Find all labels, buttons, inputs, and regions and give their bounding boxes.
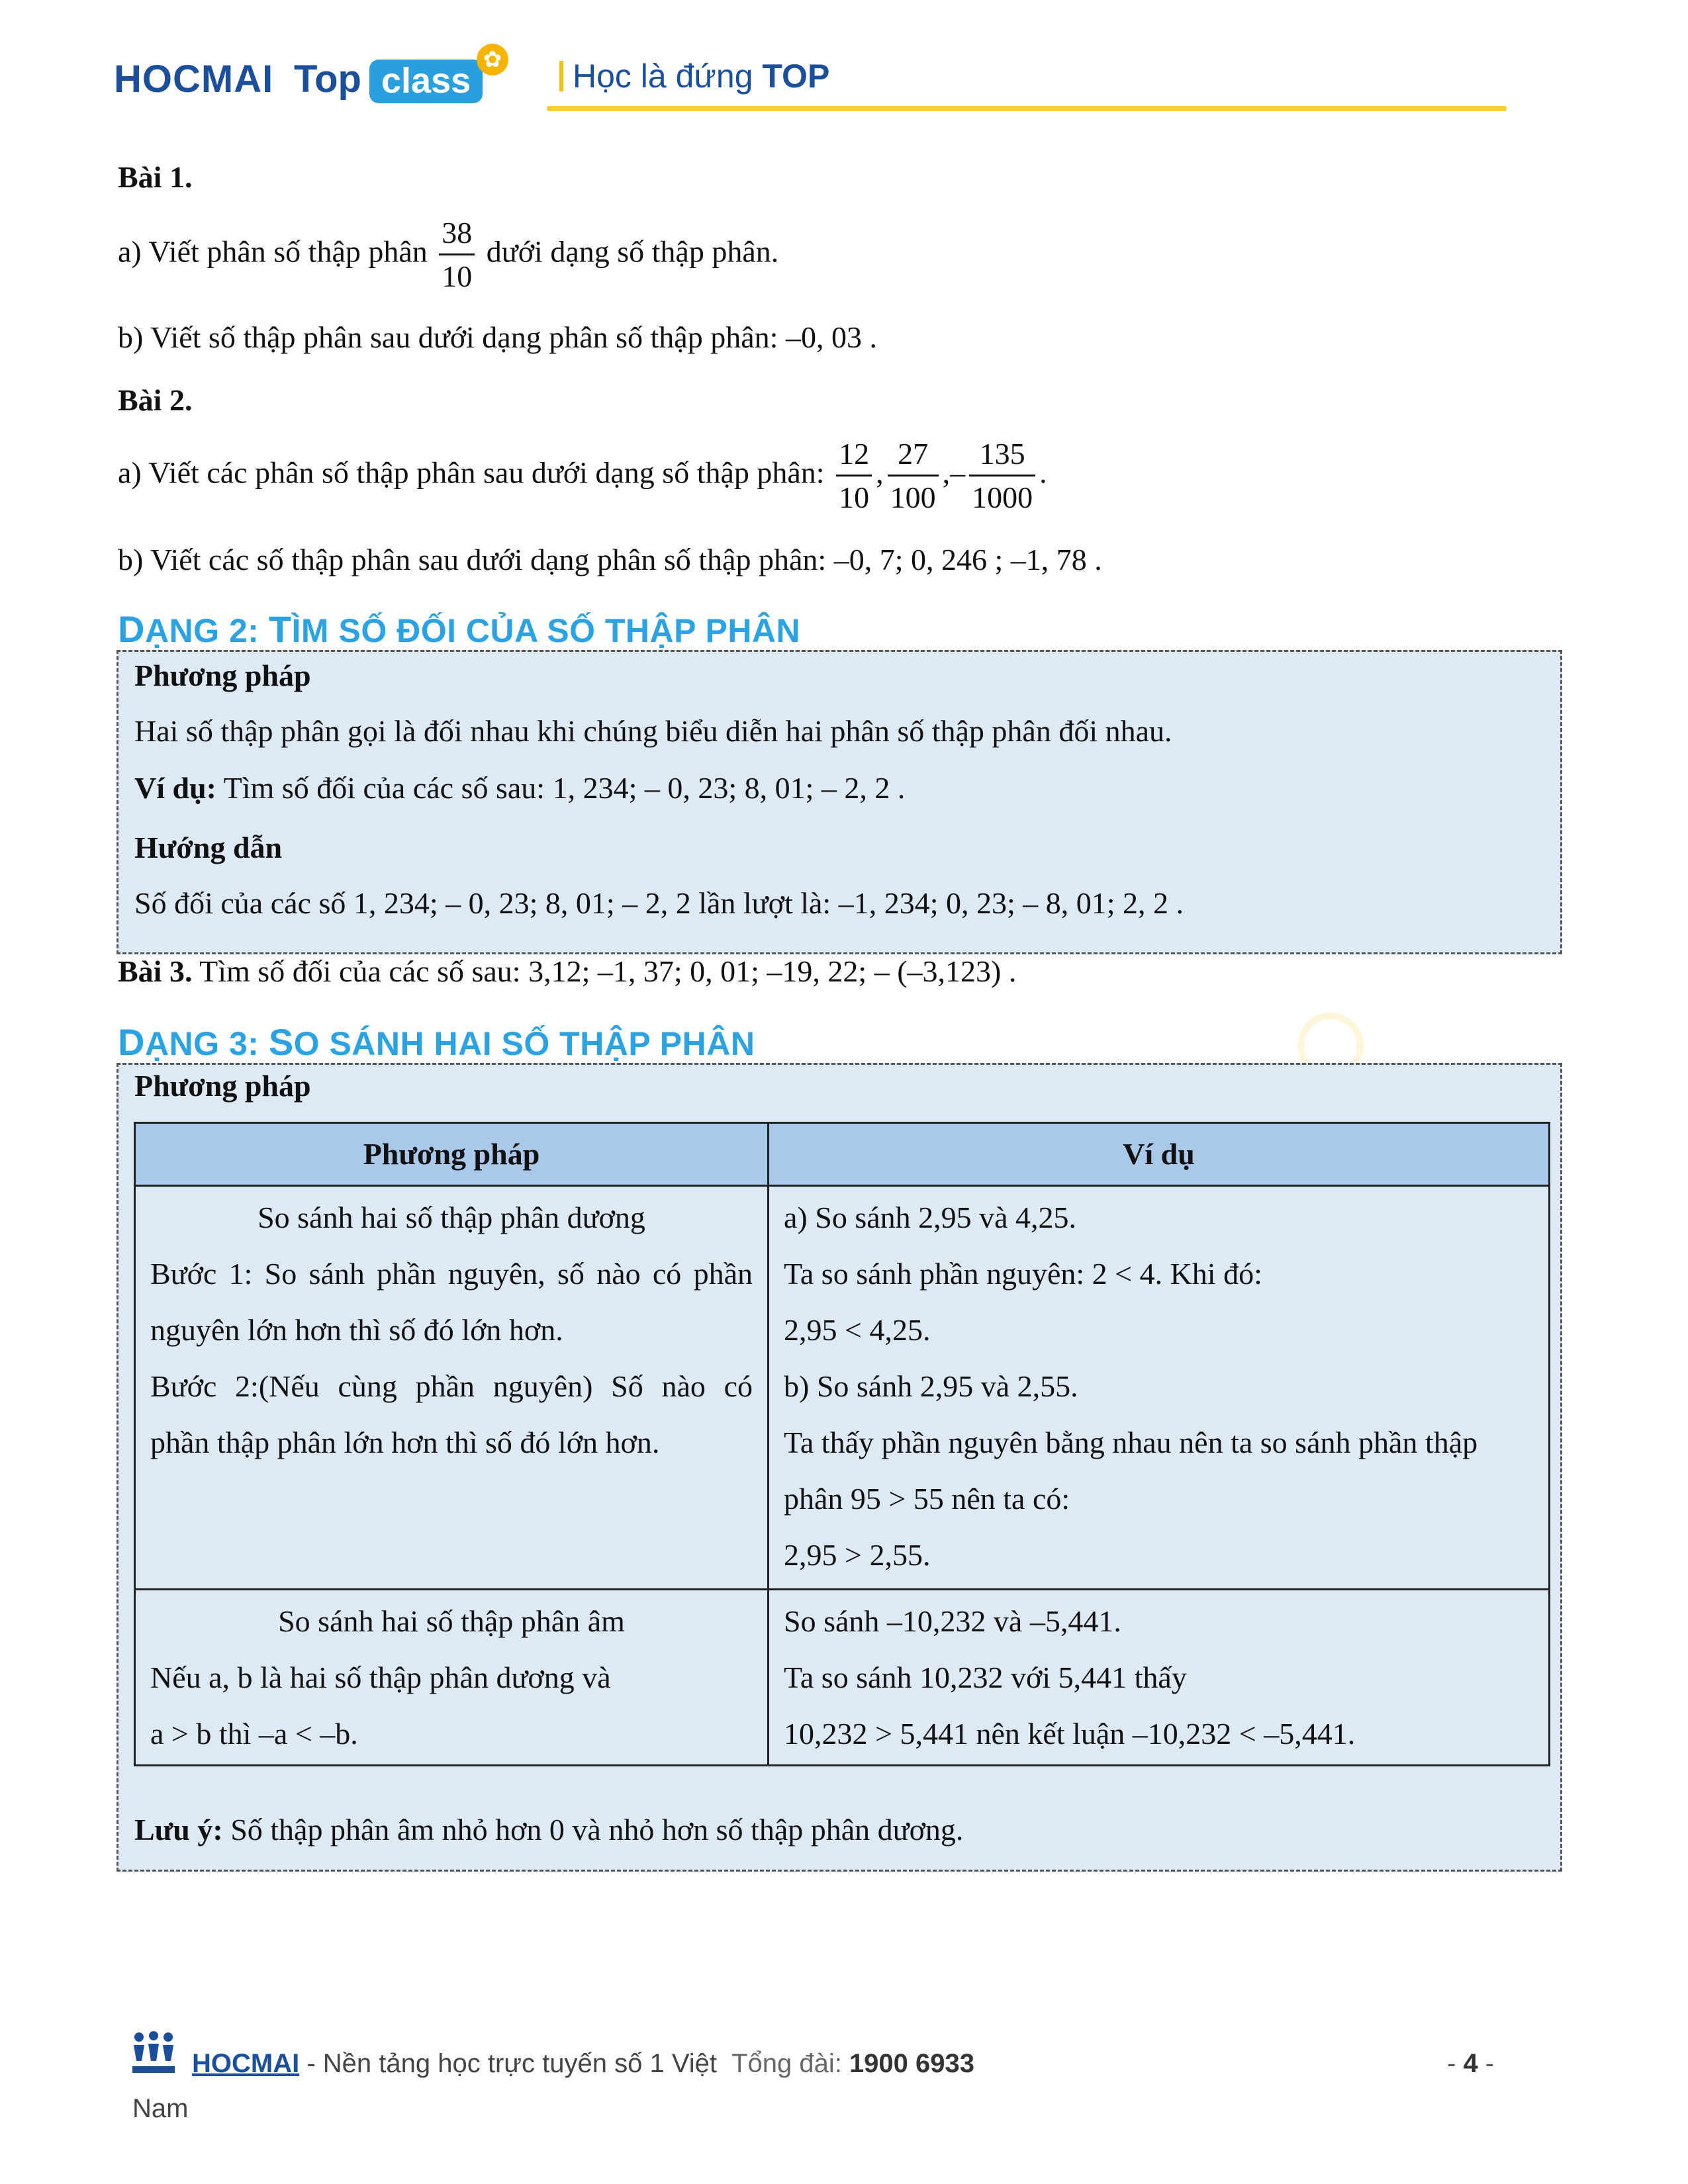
cell-line: phần thập phân lớn hơn thì số đó lớn hơn. [150,1426,660,1459]
page-footer [0,2012,1688,2144]
fraction-denominator: 100 [890,480,936,515]
bai3-line [118,953,1016,989]
guide-line [134,885,1184,921]
example-text: Tìm số đối của các số sau: [216,771,553,805]
title-initial: D [118,608,145,650]
title-initial: S [268,1021,294,1063]
note-text: Số thập phân âm nhỏ hơn 0 và nhỏ hơn số thập phân dương. [222,1813,964,1846]
bai1-a-prefix: a) Viết phân số thập phân [118,234,428,269]
bai2-part-b [118,541,1102,578]
page-header [0,0,1688,132]
bai2-part-a [118,435,1047,516]
footer-hotline: 1900 6933 [849,2049,975,2078]
hocmai-people-icon [130,2030,177,2077]
note-label: Lưu ý: [134,1813,223,1846]
tagline-divider [559,61,563,91]
separator: ,– [942,455,966,490]
fraction-numerator: 12 [836,435,872,477]
table-header-method: Phương pháp [135,1123,769,1186]
separator: , [876,455,884,490]
bai1-b-text: b) Viết số thập phân sau dưới dạng phân số thập phân: [118,320,778,354]
example-label: Ví dụ: [134,771,216,805]
title-initial: D [118,1021,145,1063]
guide-values: 1, 234; – 0, 23; 8, 01; – 2, 2 [353,886,691,920]
tagline-emphasis: TOP [762,58,830,95]
guide-heading: Hướng dẫn [134,831,283,864]
example-line [134,770,905,806]
table-cell-example [769,1590,1550,1766]
table-cell-method [135,1590,769,1766]
cell-line: Ta so sánh 10,232 với 5,441 thấy [784,1661,1187,1694]
cell-line: Ta thấy phần nguyên bằng nhau nên ta so sánh phần thập [784,1426,1478,1459]
bai1-part-a [118,214,778,295]
table-cell-example [769,1186,1550,1590]
page-number [1447,2049,1494,2079]
bai2-title: Bài 2. [118,383,193,417]
bai1-a-suffix: dưới dạng số thập phân. [486,234,779,269]
footer-hotline-label: Tổng đài: [731,2049,849,2078]
bai1-b-value: –0, 03 . [785,320,877,354]
method-heading: Phương pháp [134,659,311,692]
dang3-title [118,1021,755,1064]
period: . [1039,455,1047,490]
bai3-text: Tìm số đối của các số sau: [192,954,529,988]
cell-line: So sánh –10,232 và –5,441. [784,1604,1121,1638]
dang3-method-box [117,1063,1562,1872]
fraction-numerator: 38 [439,214,475,255]
fraction-denominator: 1000 [972,480,1033,515]
cell-line: Bước 1: So sánh phần nguyên, số nào có phần [150,1257,753,1291]
table-row [135,1590,1550,1766]
page-number-value: 4 [1463,2049,1478,2078]
table-cell-method [135,1186,769,1590]
bai2-b-text: b) Viết các số thập phân sau dưới dạng phân số thập phân: [118,543,827,576]
title-part: ÌM SỐ ĐỐI CỦA SỐ THẬP PHÂN [291,612,801,649]
footer-slogan-continued: Nam [132,2094,189,2123]
fraction [439,214,475,295]
fraction-denominator: 10 [839,480,870,515]
logo-hocmai-text: HOCMAI [114,58,274,101]
header-tagline [559,57,829,95]
header-rule [547,106,1507,111]
cell-line: 10,232 > 5,441 nên kết luận –10,232 < –5,441. [784,1717,1356,1751]
bai2-a-prefix: a) Viết các phân số thập phân sau dưới dạng số thập phân: [118,455,825,490]
cell-line: 2,95 > 2,55. [784,1538,931,1572]
cell-line: Bước 2:(Nếu cùng phần nguyên) Số nào có [150,1369,753,1403]
footer-brand-link[interactable]: HOCMAI [192,2049,300,2078]
page-suffix: - [1477,2049,1495,2078]
logo-top-text: Top [294,58,361,101]
fraction [888,435,939,516]
cell-line: So sánh hai số thập phân âm [278,1604,625,1638]
table-row [135,1186,1550,1590]
cell-line: a) So sánh 2,95 và 4,25. [784,1201,1077,1234]
method-text: Hai số thập phân gọi là đối nhau khi chúng biểu diễn hai phân số thập phân đối nhau. [134,714,1172,748]
title-initial: T [268,608,292,650]
cell-line: Ta so sánh phần nguyên: 2 < 4. Khi đó: [784,1257,1262,1291]
table-header-example: Ví dụ [769,1123,1550,1186]
logo-class-badge: class [369,60,483,103]
fraction [969,435,1035,516]
guide-prefix: Số đối của các số [134,886,353,920]
tagline-prefix: Học là đứng [573,58,753,95]
fraction-denominator: 10 [442,259,473,294]
footer-text [192,2049,974,2079]
bai3-title: Bài 3. [118,954,193,988]
cell-line: a > b thì –a < –b. [150,1717,358,1751]
fraction-numerator: 27 [888,435,939,477]
title-part: ẠNG 2: [144,612,269,649]
comparison-table [134,1122,1550,1766]
bai3-values: 3,12; –1, 37; 0, 01; –19, 22; – (–3,123) . [528,954,1017,988]
dang2-title [118,608,800,651]
fraction-numerator: 135 [969,435,1035,477]
dang2-method-box [117,650,1562,954]
page-prefix: - [1447,2049,1464,2078]
note-line [134,1811,963,1848]
cell-line: phân 95 > 55 nên ta có: [784,1482,1070,1516]
cell-line: b) So sánh 2,95 và 2,55. [784,1369,1078,1403]
guide-result: –1, 234; 0, 23; – 8, 01; 2, 2 . [838,886,1184,920]
footer-slogan: - Nền tảng học trực tuyến số 1 Việt [299,2049,718,2078]
bai2-b-value: –0, 7; 0, 246 ; –1, 78 . [833,543,1102,576]
cell-line: nguyên lớn hơn thì số đó lớn hơn. [150,1313,563,1347]
example-values: 1, 234; – 0, 23; 8, 01; – 2, 2 . [552,771,906,805]
cell-line: Nếu a, b là hai số thập phân dương và [150,1661,611,1694]
title-part: O SÁNH HAI SỐ THẬP PHÂN [293,1025,755,1062]
cell-line: So sánh hai số thập phân dương [258,1201,645,1234]
gear-icon: ✿ [477,44,508,75]
title-part: ẠNG 3: [144,1025,269,1062]
cell-line: 2,95 < 4,25. [784,1313,931,1347]
guide-mid: lần lượt là: [690,886,839,920]
table-header-row [135,1123,1550,1186]
bai1-title: Bài 1. [118,160,193,194]
fraction [836,435,872,516]
method-heading: Phương pháp [134,1069,311,1103]
bai1-part-b [118,319,877,355]
